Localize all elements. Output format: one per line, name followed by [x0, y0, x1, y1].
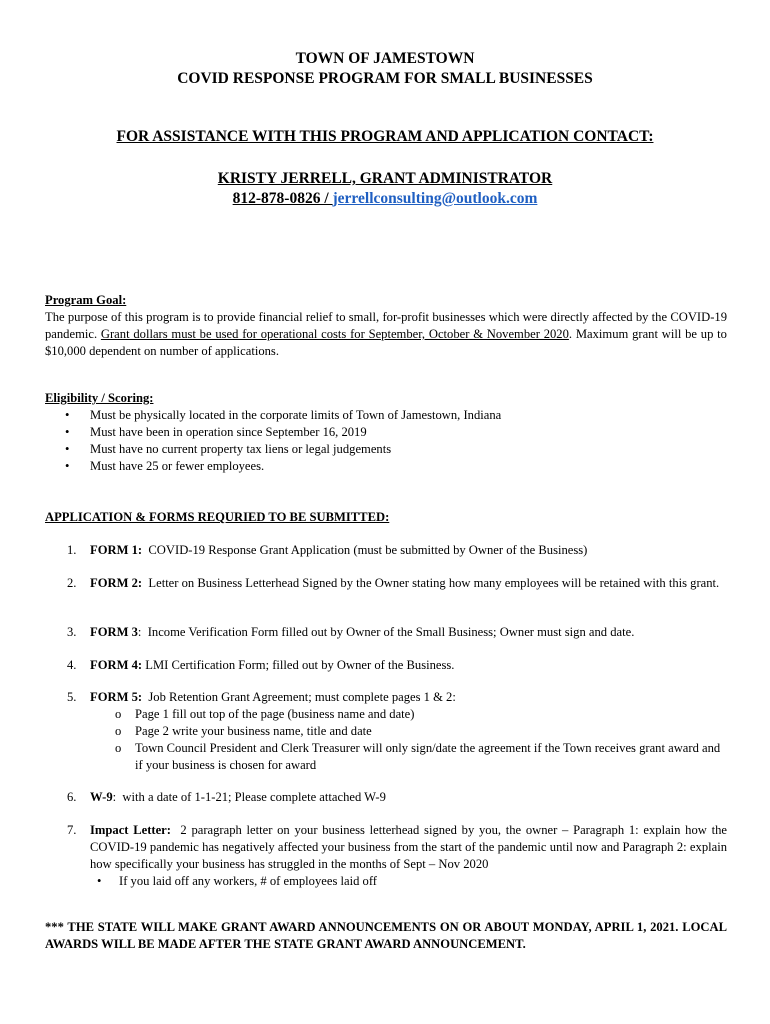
item-text: COVID-19 Response Grant Application (must be submitted by Owner of the Business): [142, 543, 588, 557]
item-label: FORM 5:: [90, 690, 143, 704]
forms-heading: APPLICATION & FORMS REQURIED TO BE SUBMITTED:: [45, 510, 390, 524]
list-item-text: Must have been in operation since September 16, 2019: [90, 425, 367, 439]
bullet-icon: •: [65, 425, 70, 439]
item-label: FORM 4:: [90, 658, 143, 672]
list-item: [45, 407, 727, 424]
item-text: : with a date of 1-1-21; Please complete attached W-9: [112, 790, 386, 804]
program-title: COVID RESPONSE PROGRAM FOR SMALL BUSINESSES: [177, 70, 593, 87]
footer-announcement: *** THE STATE WILL MAKE GRANT AWARD ANNOUNCEMENTS ON OR ABOUT MONDAY, APRIL 1, 2021. LOCAL AWARDS WILL BE MADE AFTER THE STATE GRANT AWARD ANNOUNCEMENT.: [45, 920, 727, 951]
list-item-text: Page 2 write your business name, title and date: [135, 724, 372, 738]
form-item-5: [45, 689, 727, 774]
form-item-6: [45, 789, 727, 806]
eligibility-heading: Eligibility / Scoring:: [45, 391, 154, 405]
list-item: [45, 441, 727, 458]
circle-bullet-icon: o: [115, 724, 122, 738]
program-goal-section: [45, 292, 727, 360]
item-number: 3.: [67, 625, 77, 639]
list-item-text: Must be physically located in the corporate limits of Town of Jamestown, Indiana: [90, 408, 502, 422]
item-number: 1.: [67, 543, 77, 557]
circle-bullet-icon: o: [115, 741, 122, 755]
form-item-4: [45, 657, 727, 674]
item-text: Job Retention Grant Agreement; must complete pages 1 & 2:: [142, 690, 456, 704]
item-label: W-9: [90, 790, 113, 804]
item-text: Letter on Business Letterhead Signed by the Owner stating how many employees will be retained with this grant.: [142, 576, 720, 590]
contact-phone: 812-878-0826 /: [232, 190, 333, 207]
item-label: FORM 1:: [90, 543, 143, 557]
goal-text-part2: . Maximum grant will be up to $10,000 dependent on number of applications.: [45, 327, 727, 358]
item-text: LMI Certification Form; filled out by Owner of the Business.: [142, 658, 455, 672]
list-item-text: If you laid off any workers, # of employees laid off: [119, 874, 377, 888]
list-item: [90, 723, 727, 740]
item-label: FORM 3: [90, 625, 138, 639]
list-item-text: Town Council President and Clerk Treasurer will only sign/date the agreement if the Town receives grant award and if your business is chosen for award: [135, 741, 721, 772]
list-item: [45, 424, 727, 441]
circle-bullet-icon: o: [115, 707, 122, 721]
list-item-text: Page 1 fill out top of the page (business name and date): [135, 707, 415, 721]
eligibility-section: [45, 390, 727, 475]
town-title: TOWN OF JAMESTOWN: [295, 50, 475, 67]
bullet-icon: •: [65, 442, 70, 456]
assistance-heading: FOR ASSISTANCE WITH THIS PROGRAM AND APPLICATION CONTACT:: [116, 128, 654, 145]
program-goal-heading: Program Goal:: [45, 293, 127, 307]
eligibility-list: [45, 407, 727, 475]
impact-sublist: [45, 873, 727, 890]
goal-text-part1: The purpose of this program is to provide financial relief to small, for-profit businesses which were directly affected by the COVID-19 pandemic.: [45, 310, 727, 341]
list-item-text: Must have 25 or fewer employees.: [90, 459, 265, 473]
item-label: FORM 2:: [90, 576, 143, 590]
forms-section: [45, 509, 731, 899]
goal-text-underlined: Grant dollars must be used for operational costs for September, October & November 2020: [100, 327, 569, 341]
item-number: 6.: [67, 790, 77, 804]
list-item: [90, 706, 727, 723]
form5-sublist: [90, 706, 727, 774]
list-item: [45, 873, 727, 890]
form-item-7: [45, 822, 731, 890]
item-label: Impact Letter:: [90, 823, 171, 837]
item-text: : Income Verification Form filled out by Owner of the Small Business; Owner must sign and date.: [137, 625, 635, 639]
list-item: [90, 740, 727, 774]
program-goal-text: [45, 309, 727, 360]
form-item-3: [45, 624, 727, 641]
contact-line: [0, 189, 770, 209]
bullet-icon: •: [65, 459, 70, 473]
form-item-1: [45, 542, 727, 559]
item-text: 2 paragraph letter on your business letterhead signed by you, the owner – Paragraph 1: explain how the COVID-19 pandemic has negatively affected your business from the start of the pandemic until now and Paragraph 2: explain how specifically your business has struggled in the months of Sept – Nov 2020: [90, 823, 731, 871]
contact-email-link[interactable]: jerrellconsulting@outlook.com: [332, 190, 538, 207]
list-item: [45, 458, 727, 475]
bullet-icon: •: [65, 408, 70, 422]
item-number: 5.: [67, 690, 77, 704]
bullet-icon: •: [97, 874, 102, 888]
item-number: 7.: [67, 823, 77, 837]
contact-name: KRISTY JERRELL, GRANT ADMINISTRATOR: [217, 170, 553, 187]
item-number: 2.: [67, 576, 77, 590]
form-item-2: [45, 575, 727, 592]
item-number: 4.: [67, 658, 77, 672]
list-item-text: Must have no current property tax liens or legal judgements: [90, 442, 392, 456]
